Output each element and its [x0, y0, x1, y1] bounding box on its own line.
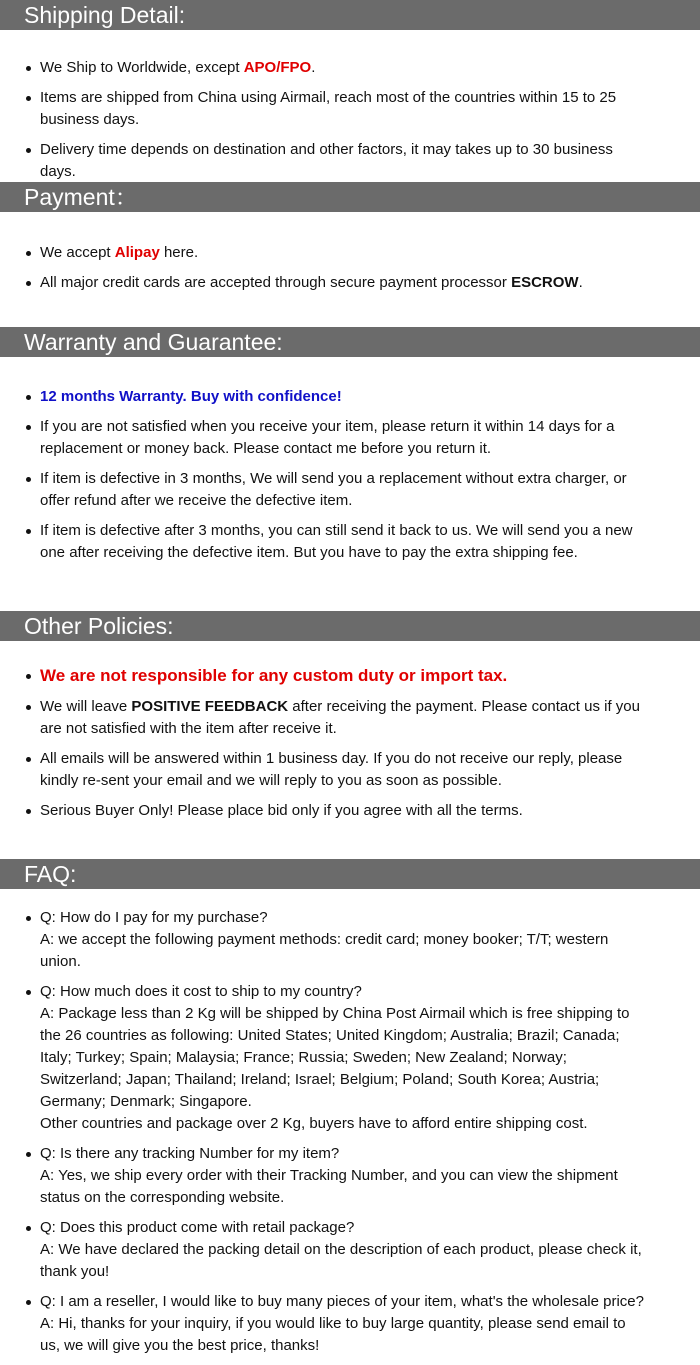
list-item: If item is defective in 3 months, We will send you a replacement without extra charger, or offer refund after we receive the defective item.: [40, 468, 660, 512]
list-item-text: after receiving the payment. Please contact us if you are not satisfied with the item after receive it.: [40, 698, 640, 737]
faq-answer: A: Yes, we ship every order with their Tracking Number, and you can view the shipment status on the corresponding website.: [40, 1167, 618, 1206]
shipping-detail-header: [0, 0, 700, 30]
positive-feedback-highlight: POSITIVE FEEDBACK: [131, 698, 289, 715]
other-policies-title: Other Policies:: [24, 613, 174, 639]
list-item-text: All major credit cards are accepted through secure payment processor: [40, 274, 512, 291]
list-item: [40, 696, 660, 740]
warranty-title: Warranty and Guarantee:: [24, 329, 283, 355]
faq-item: [40, 1143, 660, 1209]
list-item: [40, 272, 660, 294]
faq-question: Q: How do I pay for my purchase?: [40, 909, 268, 926]
other-policies-list: [0, 665, 660, 830]
list-item-text: .: [578, 274, 583, 291]
list-item: [40, 57, 660, 79]
shipping-detail-title: Shipping Detail:: [24, 2, 186, 28]
faq-question: Q: Does this product come with retail package?: [40, 1219, 355, 1236]
faq-item: [40, 1217, 660, 1283]
warranty-header: [0, 327, 700, 357]
faq-list: [0, 907, 660, 1365]
faq-answer: A: we accept the following payment methods: credit card; money booker; T/T; western union.: [40, 931, 609, 970]
list-item-text: We will leave: [40, 698, 132, 715]
other-policies-header: [0, 611, 700, 641]
faq-answer: A: Hi, thanks for your inquiry, if you would like to buy large quantity, please send email to us, we will give you the best price, thanks!: [40, 1315, 626, 1354]
list-item-text: here.: [159, 244, 199, 261]
list-item: Delivery time depends on destination and other factors, it may takes up to 30 business days.: [40, 139, 660, 183]
shipping-detail-list: [0, 57, 660, 191]
alipay-highlight: Alipay: [114, 244, 160, 261]
faq-question: Q: I am a reseller, I would like to buy many pieces of your item, what's the wholesale price?: [40, 1293, 644, 1310]
payment-header: [0, 182, 700, 212]
list-item: All emails will be answered within 1 business day. If you do not receive our reply, please kindly re-sent your email and we will reply to you as soon as possible.: [40, 748, 660, 792]
custom-duty-notice: We are not responsible for any custom duty or import tax.: [40, 666, 508, 685]
payment-title: Payment：: [24, 184, 138, 210]
payment-list: [0, 242, 660, 302]
faq-question: Q: How much does it cost to ship to my country?: [40, 983, 362, 1000]
warranty-list: [0, 386, 660, 572]
faq-question: Q: Is there any tracking Number for my item?: [40, 1145, 340, 1162]
faq-answer-extra: Other countries and package over 2 Kg, buyers have to afford entire shipping cost.: [40, 1115, 588, 1132]
faq-answer: A: Package less than 2 Kg will be shipped by China Post Airmail which is free shipping to the 26 countries as following: United States; United Kingdom; Australia; Brazil; Canada; Italy; Turkey; Spain; Malaysia; France; Russia; Sweden; New Zealand; Norway; Switzerland; Japan; Thailand; Ireland; Israel; Belgium; Poland; South Korea; Austria; Germany; Denmark; Singapore.: [40, 1005, 630, 1110]
faq-item: [40, 981, 660, 1135]
list-item-text: We accept: [40, 244, 115, 261]
faq-answer: A: We have declared the packing detail on the description of each product, please check it, thank you!: [40, 1241, 642, 1280]
warranty-highlight: 12 months Warranty. Buy with confidence!: [40, 388, 342, 405]
list-item: If item is defective after 3 months, you can still send it back to us. We will send you a new one after receiving the defective item. But you have to pay the extra shipping fee.: [40, 520, 660, 564]
list-item: [40, 242, 660, 264]
faq-title: FAQ:: [24, 861, 77, 887]
list-item: If you are not satisfied when you receive your item, please return it within 14 days for a replacement or money back. Please contact me before you return it.: [40, 416, 660, 460]
list-item-text: .: [311, 59, 316, 76]
faq-item: [40, 907, 660, 973]
apo-fpo-highlight: APO/FPO: [243, 59, 312, 76]
list-item-text: We Ship to Worldwide, except: [40, 59, 244, 76]
faq-header: [0, 859, 700, 889]
list-item: Items are shipped from China using Airmail, reach most of the countries within 15 to 25 business days.: [40, 87, 660, 131]
faq-item: [40, 1291, 660, 1357]
list-item: [40, 386, 660, 408]
escrow-highlight: ESCROW: [511, 274, 579, 291]
list-item: [40, 665, 660, 688]
list-item: Serious Buyer Only! Please place bid only if you agree with all the terms.: [40, 800, 660, 822]
